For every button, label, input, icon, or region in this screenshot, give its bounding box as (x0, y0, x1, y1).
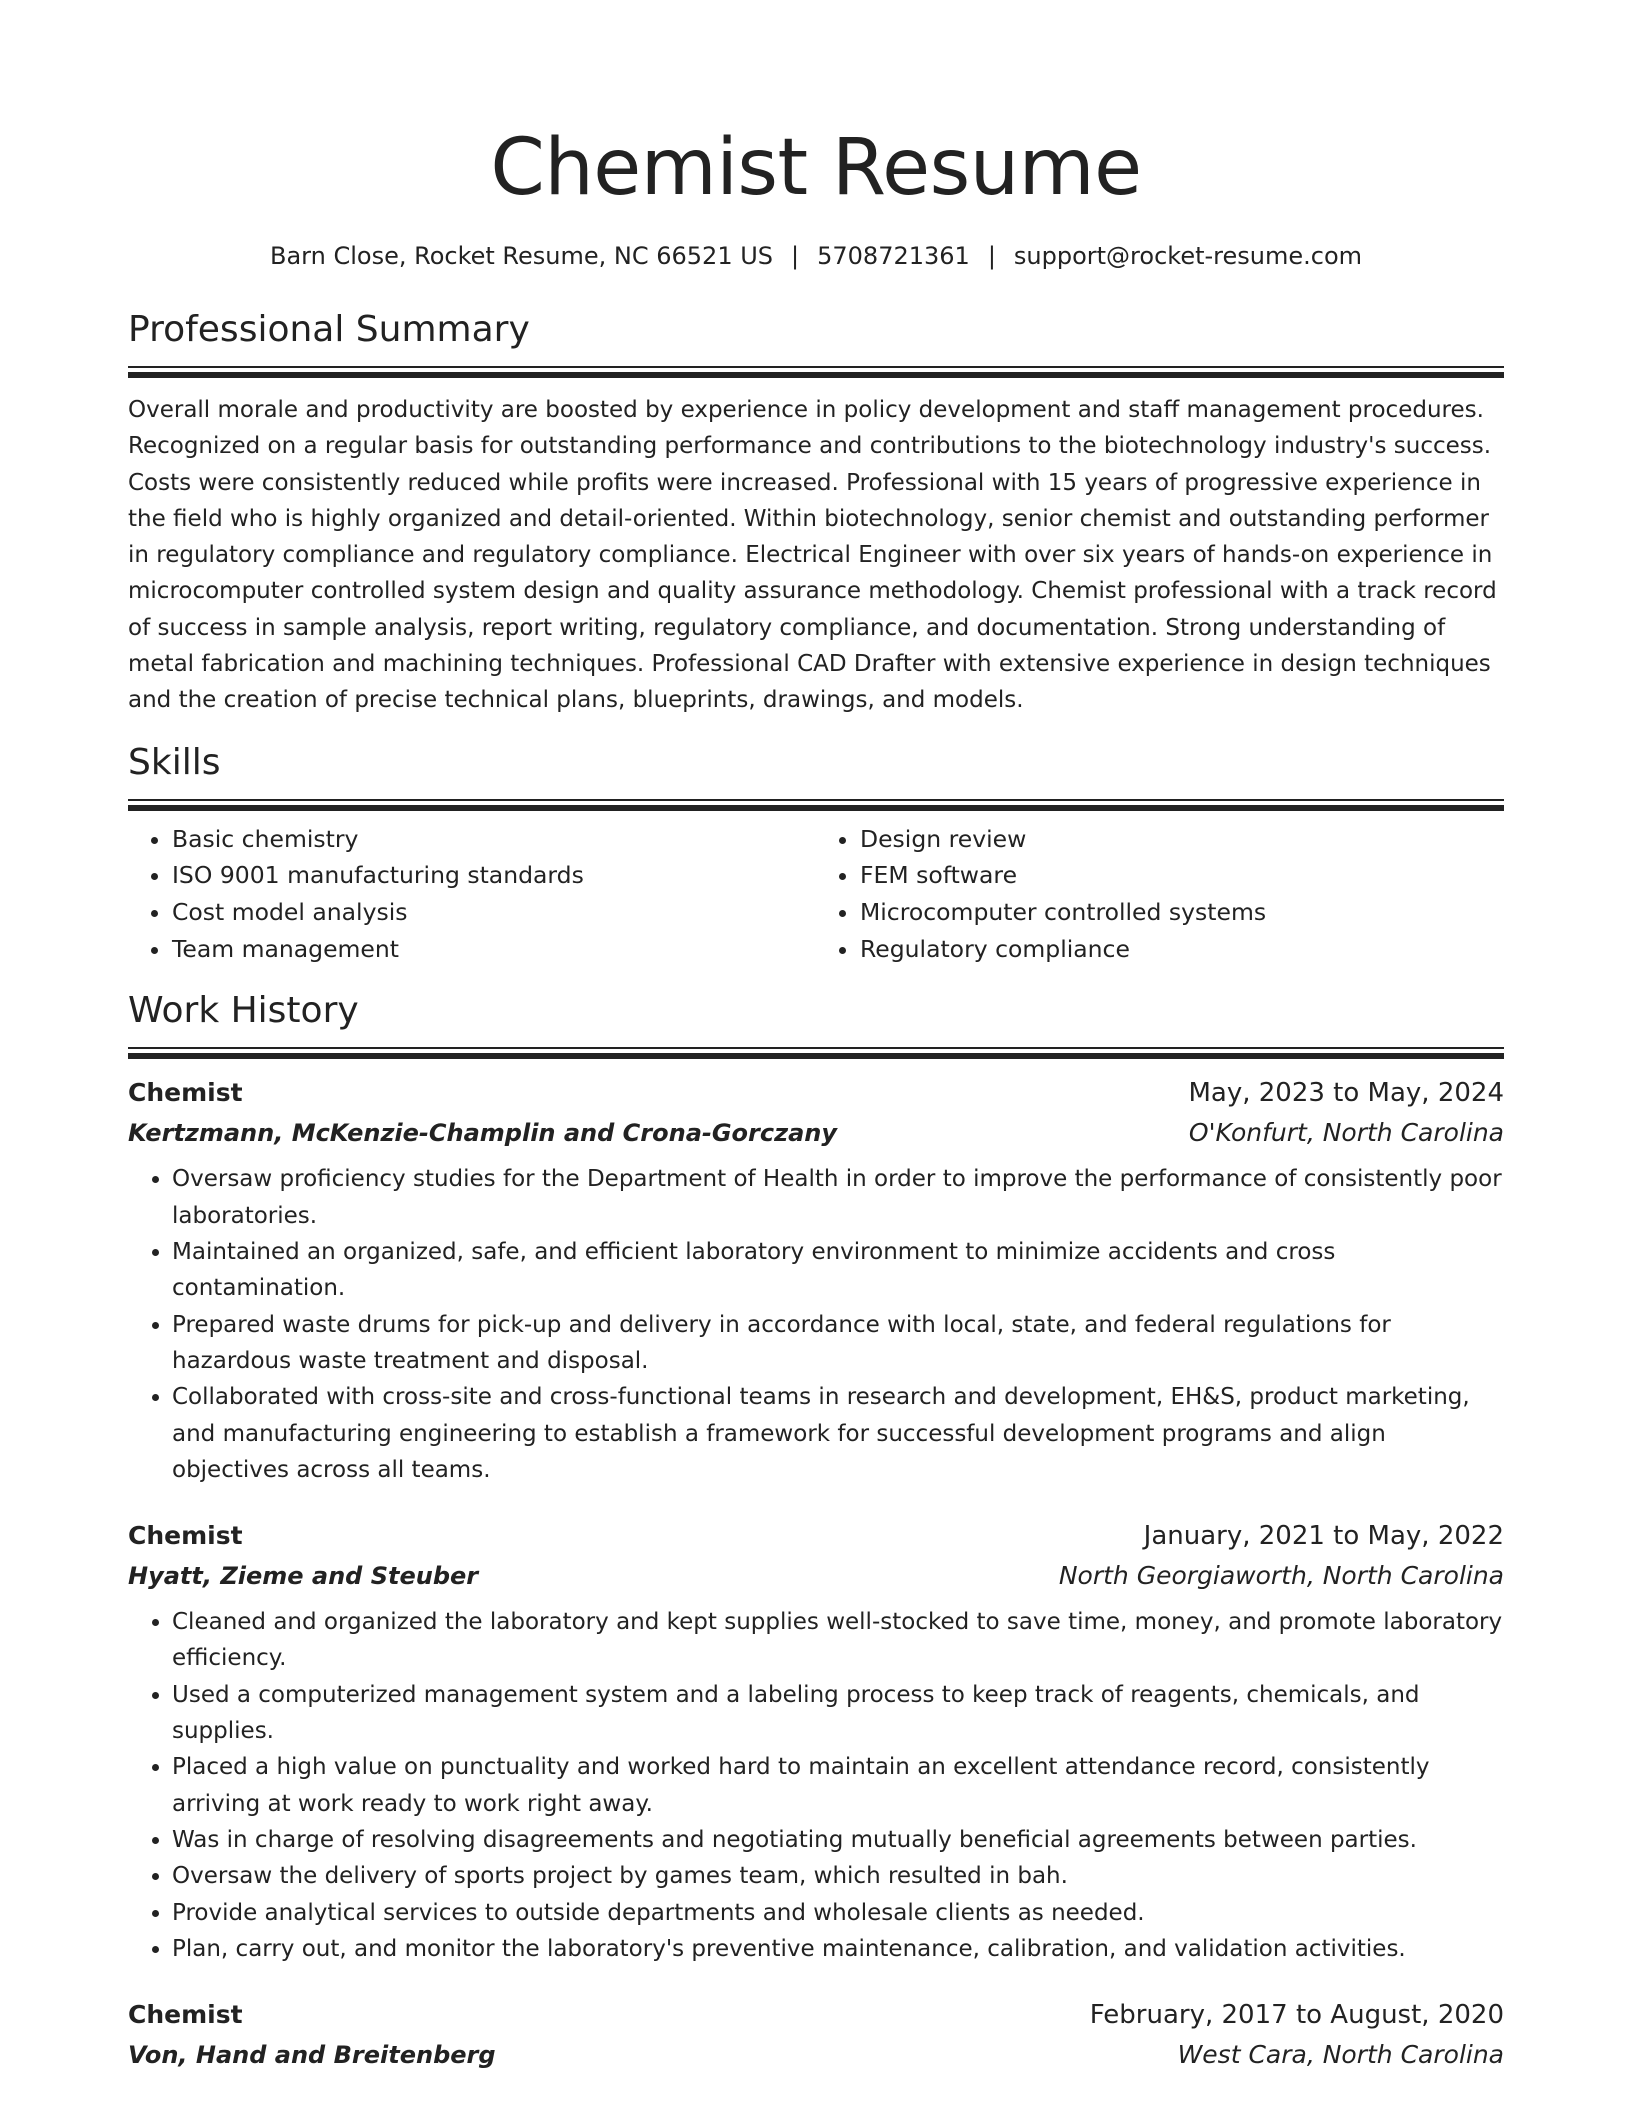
skill-item: • Basic chemistry (172, 821, 816, 858)
summary-heading: Professional Summary (128, 309, 530, 350)
job-bullets (128, 1604, 1504, 1967)
job-header-row (128, 1995, 1504, 2035)
section-divider (128, 366, 1504, 378)
section-divider (128, 1047, 1504, 1059)
job-bullet: • Prepared waste drums for pick-up and delivery in accordance with local, state, and federal regulations for hazardous waste treatment and disposal. (172, 1307, 1504, 1380)
skill-item: • Team management (172, 931, 816, 968)
job-entry (128, 1516, 1504, 1967)
job-bullet: • Oversaw the delivery of sports project by games team, which resulted in bah. (172, 1858, 1504, 1894)
job-header-row (128, 1073, 1504, 1113)
skill-item: • Microcomputer controlled systems (860, 894, 1504, 931)
job-company-row (128, 1113, 1504, 1153)
job-location: North Georgiaworth, North Carolina (1058, 1561, 1504, 1591)
skills-section (128, 741, 1504, 968)
job-entry (128, 1995, 1504, 2075)
job-bullet: • Used a computerized management system and a labeling process to keep track of reagents, chemicals, and supplies. (172, 1677, 1504, 1750)
work-history-heading: Work History (128, 990, 359, 1032)
resume-title: Chemist Resume (490, 123, 1142, 213)
contact-separator: | (987, 242, 996, 270)
skills-heading: Skills (128, 741, 221, 783)
job-bullet: • Collaborated with cross-site and cross-functional teams in research and development, EH&S, product marketing, and manufacturing engineering to establish a framework for successful development programs and align objectives across all teams. (172, 1379, 1504, 1488)
job-company: Kertzmann, McKenzie-Champlin and Crona-Gorczany (128, 1119, 837, 1148)
job-location: O'Konfurt, North Carolina (1188, 1118, 1504, 1148)
job-company-row (128, 1556, 1504, 1596)
job-dates: February, 2017 to August, 2020 (1089, 2000, 1504, 2031)
work-history-section (128, 989, 1504, 2075)
skills-column-right (816, 821, 1504, 968)
job-bullet: • Cleaned and organized the laboratory and kept supplies well-stocked to save time, money, and promote laboratory efficiency. (172, 1604, 1504, 1677)
summary-section (128, 308, 1504, 719)
job-dates: May, 2023 to May, 2024 (1188, 1078, 1504, 1109)
job-bullets (128, 1161, 1504, 1488)
job-bullet: • Maintained an organized, safe, and efficient laboratory environment to minimize accidents and cross contamination. (172, 1234, 1504, 1307)
skills-column-left (128, 821, 816, 968)
job-dates: January, 2021 to May, 2022 (1143, 1521, 1504, 1552)
section-divider (128, 799, 1504, 811)
contact-line (128, 240, 1504, 272)
skill-item: • Regulatory compliance (860, 931, 1504, 968)
skills-grid (128, 821, 1504, 968)
job-title: Chemist (128, 2000, 243, 2030)
job-bullet: • Oversaw proficiency studies for the Department of Health in order to improve the performance of consistently poor laboratories. (172, 1161, 1504, 1234)
job-bullet: • Was in charge of resolving disagreements and negotiating mutually beneficial agreements between parties. (172, 1822, 1504, 1858)
job-company-row (128, 2035, 1504, 2075)
summary-text: Overall morale and productivity are boosted by experience in policy development and staff management procedures. Recognized on a regular basis for outstanding performance and contributions to the biotechnology industry's success. Costs were consistently reduced while profits were increased. Professional with 15 years of progressive experience in the field who is highly organized and detail-oriented. Within biotechnology, senior chemist and outstanding performer in regulatory compliance and regulatory compliance. Electrical Engineer with over six years of hands-on experience in microcomputer controlled system design and quality assurance methodology. Chemist professional with a track record of success in sample analysis, report writing, regulatory compliance, and documentation. Strong understanding of metal fabrication and machining techniques. Professional CAD Drafter with extensive experience in design techniques and the creation of precise technical plans, blueprints, drawings, and models. (128, 397, 1497, 714)
job-title: Chemist (128, 1521, 243, 1551)
skill-item: • ISO 9001 manufacturing standards (172, 857, 816, 894)
job-company: Von, Hand and Breitenberg (128, 2041, 496, 2070)
contact-address: Barn Close, Rocket Resume, NC 66521 US (270, 242, 774, 270)
skill-item: • Cost model analysis (172, 894, 816, 931)
job-title: Chemist (128, 1078, 243, 1108)
job-location: West Cara, North Carolina (1177, 2040, 1504, 2070)
skill-item: • FEM software (860, 857, 1504, 894)
job-bullet: • Plan, carry out, and monitor the laboratory's preventive maintenance, calibration, and validation activities. (172, 1931, 1504, 1967)
contact-phone: 5708721361 (817, 242, 970, 270)
job-header-row (128, 1516, 1504, 1556)
job-bullet: • Provide analytical services to outside departments and wholesale clients as needed. (172, 1895, 1504, 1931)
contact-email: support@rocket-resume.com (1013, 242, 1362, 270)
skill-item: • Design review (860, 821, 1504, 858)
job-entry (128, 1073, 1504, 1488)
job-bullet: • Placed a high value on punctuality and worked hard to maintain an excellent attendance record, consistently arriving at work ready to work right away. (172, 1749, 1504, 1822)
contact-separator: | (791, 242, 800, 270)
job-company: Hyatt, Zieme and Steuber (128, 1562, 479, 1591)
